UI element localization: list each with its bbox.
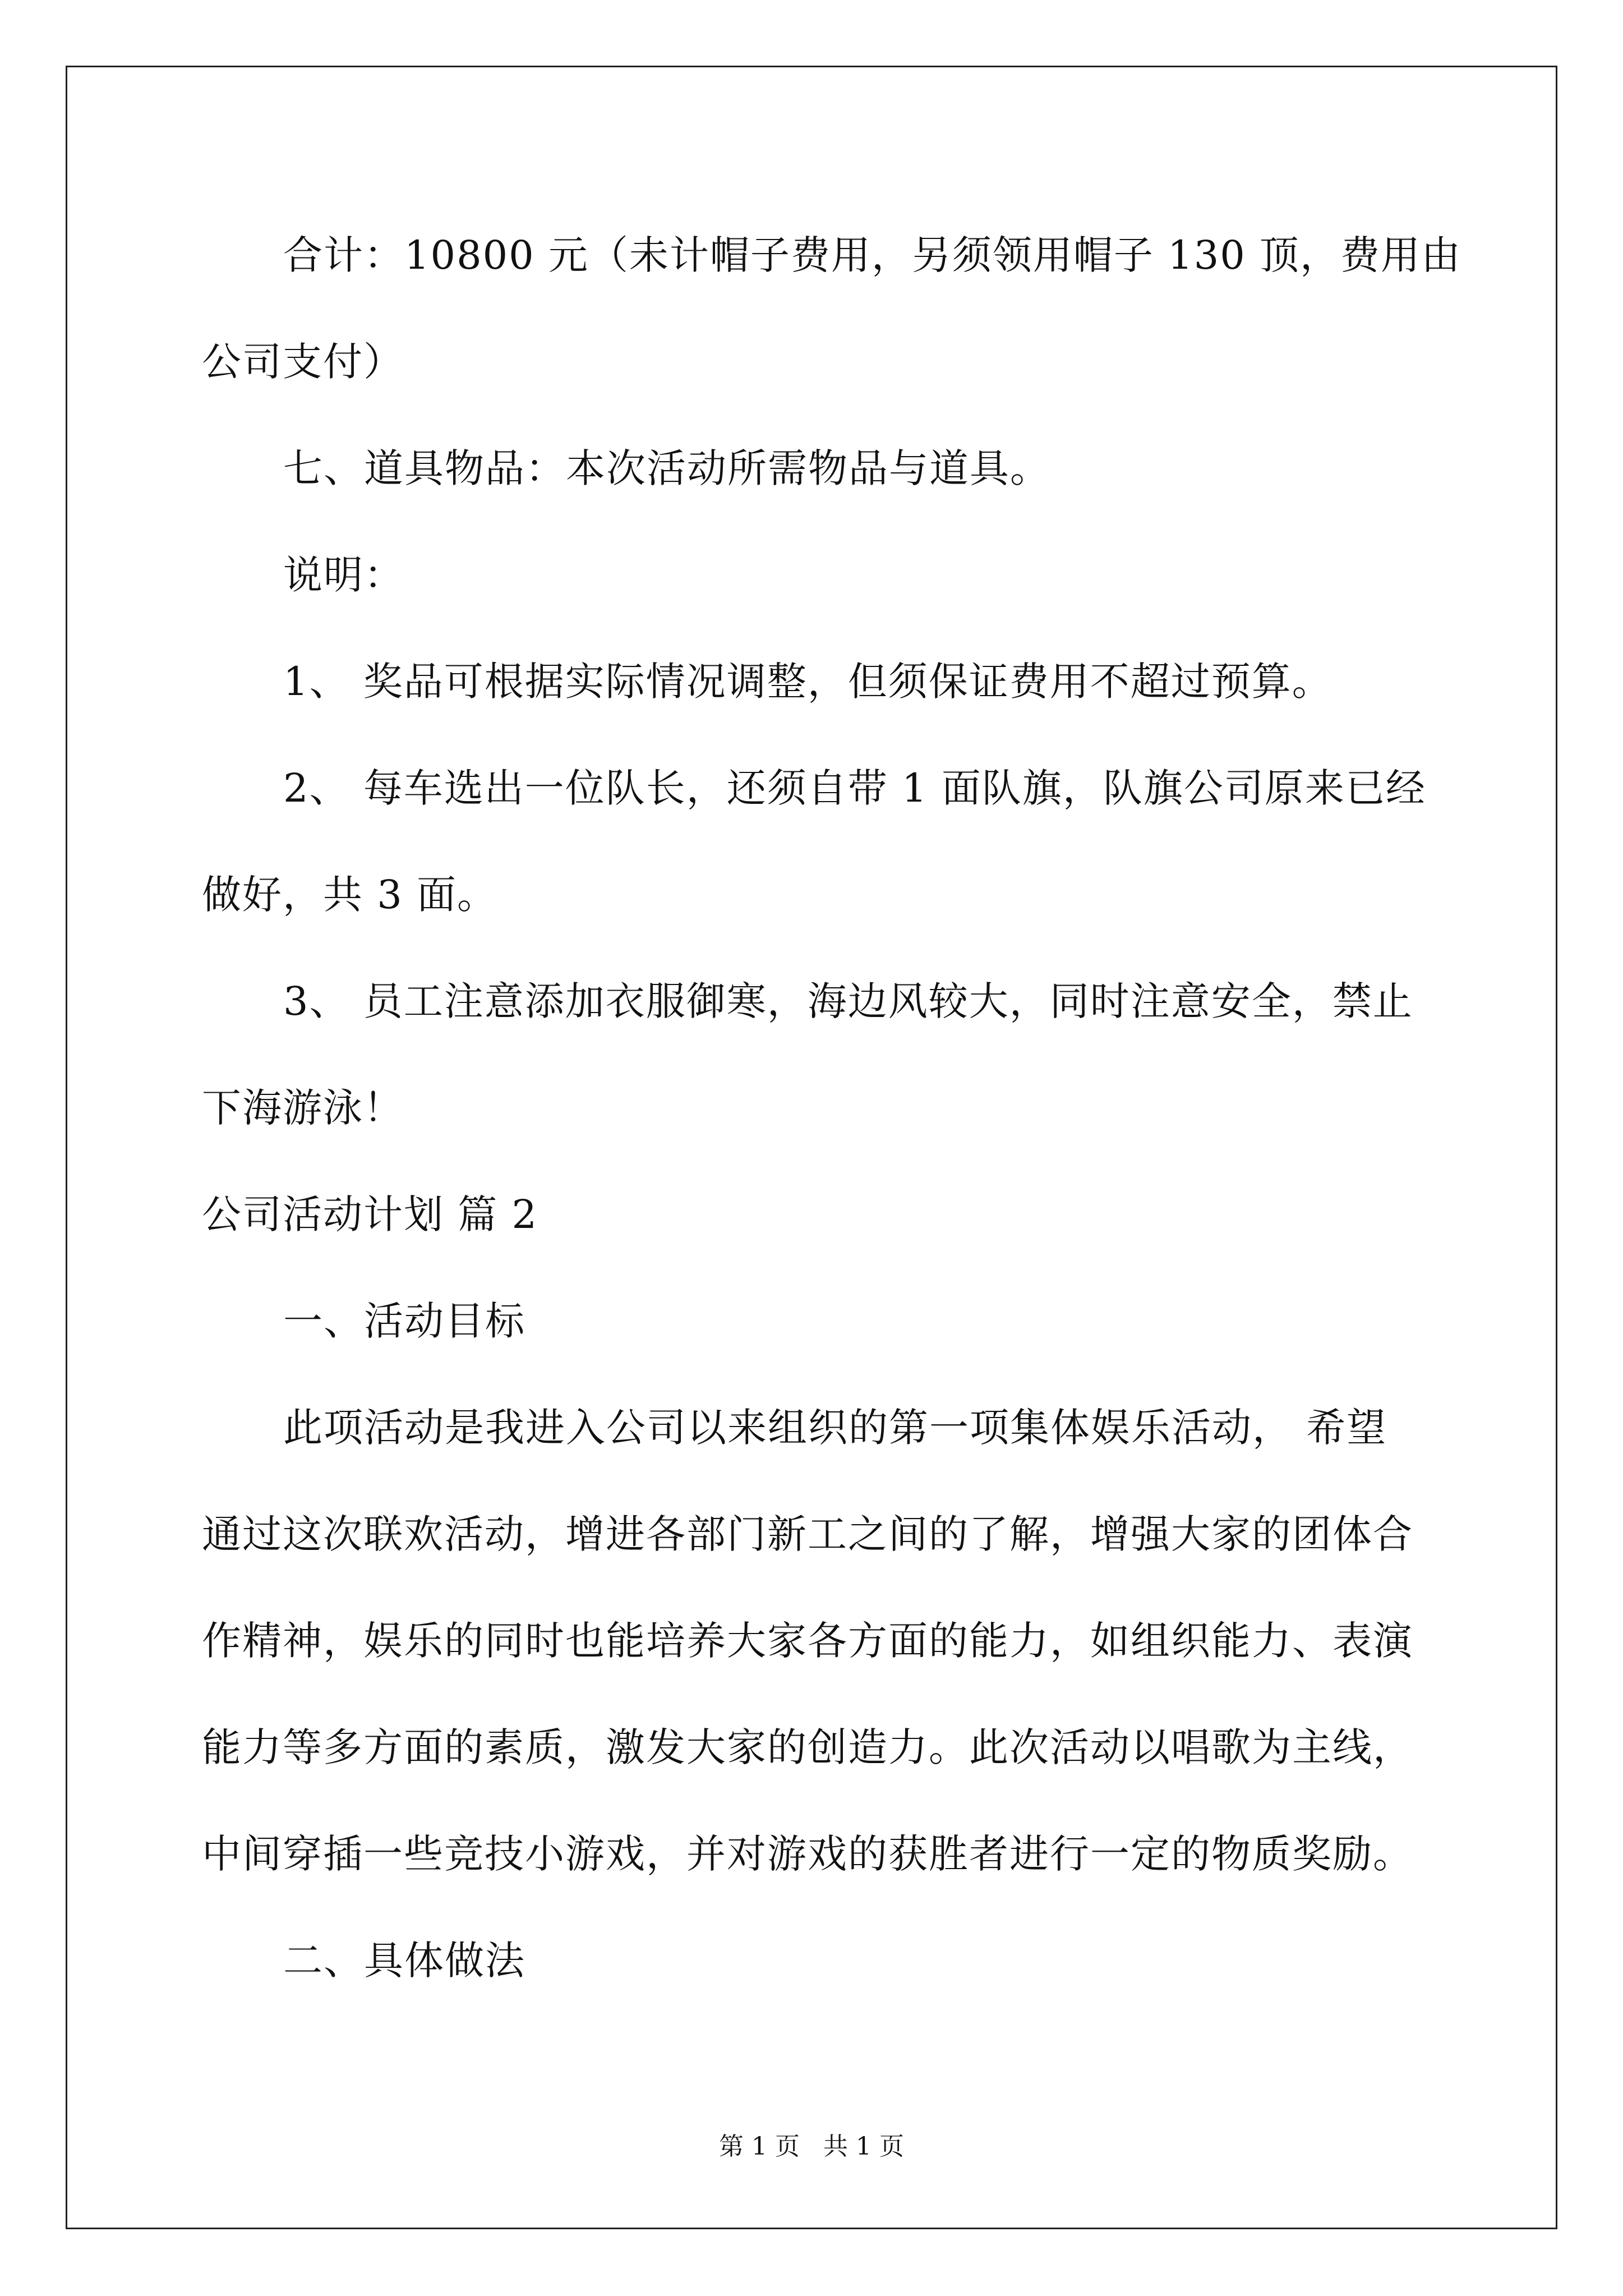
text-line: 七、道具物品：本次活动所需物品与道具。 [283, 445, 1050, 491]
text-line: 公司活动计划 篇 2 [202, 1191, 538, 1237]
text-line: 做好，共 3 面。 [202, 872, 498, 918]
text-line: 3、 员工注意添加衣服御寒，海边风较大，同时注意安全，禁止 [283, 978, 1413, 1024]
text-line: 说明： [283, 552, 404, 598]
document-body [202, 202, 1462, 2014]
text-line: 下海游泳！ [202, 1085, 404, 1131]
text-line: 合计：10800 元（未计帽子费用，另须领用帽子 130 顶，费用由 [283, 232, 1462, 278]
text-line: 2、 每车选出一位队长，还须自带 1 面队旗，队旗公司原来已经 [283, 765, 1426, 811]
page-footer: 第 1 页 共 1 页 [719, 2132, 904, 2161]
text-line: 能力等多方面的素质，激发大家的创造力。此次活动以唱歌为主线， [202, 1724, 1413, 1770]
text-line: 此项活动是我进入公司以来组织的第一项集体娱乐活动， 希望 [283, 1405, 1387, 1451]
text-line: 一、活动目标 [283, 1298, 525, 1344]
text-line: 公司支付） [202, 339, 404, 385]
text-line: 1、 奖品可根据实际情况调整，但须保证费用不超过预算。 [283, 659, 1332, 705]
text-line: 二、具体做法 [283, 1938, 525, 1984]
text-line: 作精神，娱乐的同时也能培养大家各方面的能力，如组织能力、表演 [202, 1618, 1413, 1664]
text-line: 通过这次联欢活动，增进各部门新工之间的了解，增强大家的团体合 [202, 1511, 1413, 1557]
text-line: 中间穿插一些竞技小游戏，并对游戏的获胜者进行一定的物质奖励。 [202, 1831, 1413, 1877]
